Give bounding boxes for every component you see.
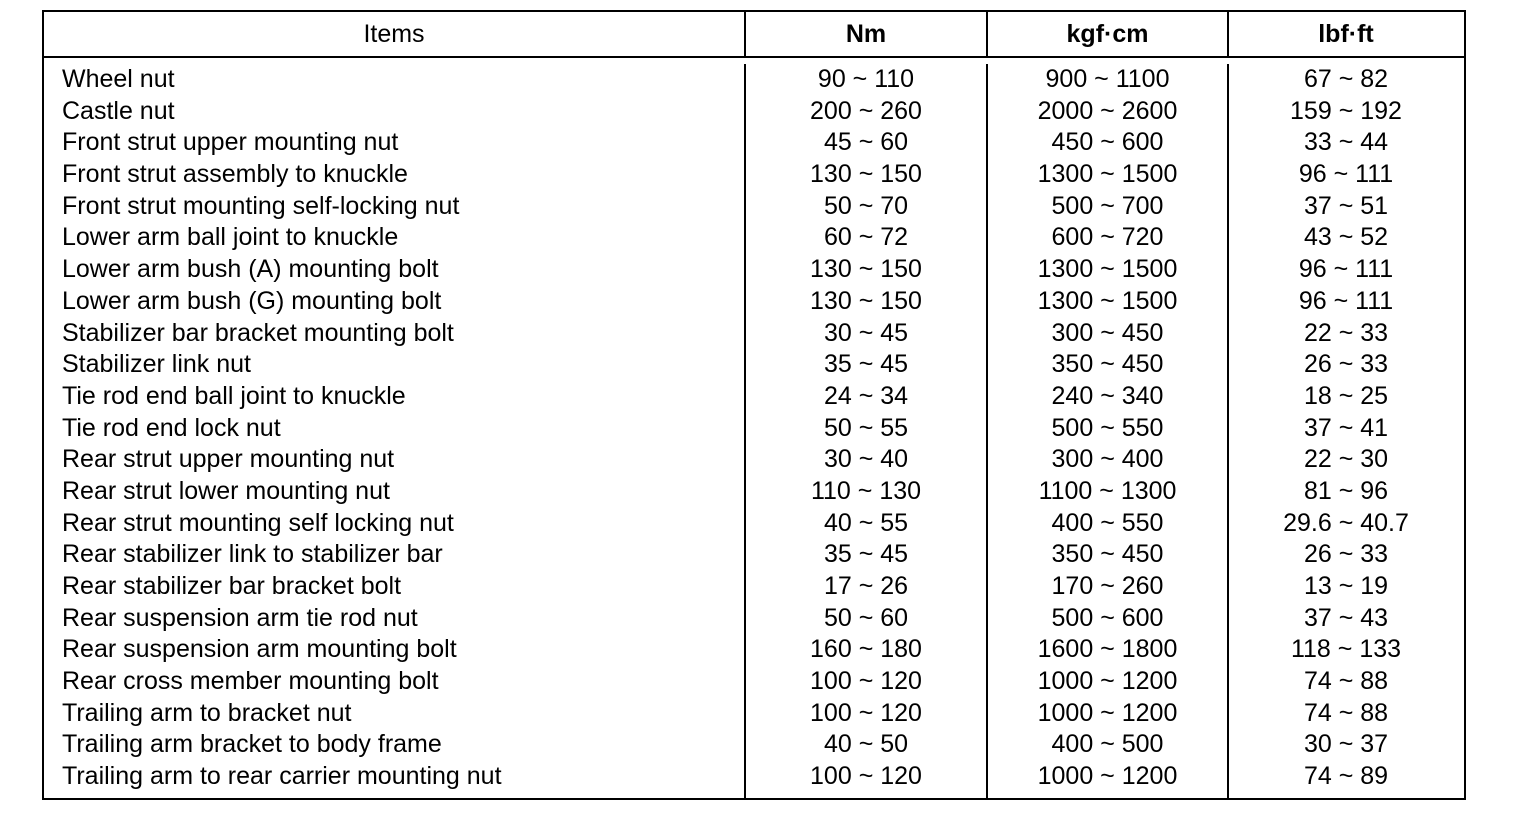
- item-name-cell: Lower arm ball joint to knuckle: [62, 223, 399, 252]
- kgf-cm-value-cell: 500 ~ 700: [1051, 191, 1164, 220]
- item-name-cell: Front strut assembly to knuckle: [62, 160, 408, 189]
- nm-value-cell: 40 ~ 50: [823, 730, 909, 759]
- kgf-cm-value-cell: 170 ~ 260: [1051, 572, 1164, 600]
- nm-value-cell: 50 ~ 60: [823, 603, 909, 632]
- lbf-ft-value-cell: 13 ~ 19: [1303, 572, 1389, 600]
- kgf-cm-value-cell: 400 ~ 500: [1051, 730, 1164, 759]
- kgf-cm-column: [986, 64, 1227, 798]
- header-items: Items: [363, 19, 425, 48]
- kgf-cm-value-cell: 350 ~ 450: [1051, 540, 1164, 569]
- kgf-cm-value-cell: 500 ~ 550: [1051, 413, 1164, 442]
- nm-value-cell: 40 ~ 55: [823, 508, 909, 537]
- lbf-ft-value-cell: 22 ~ 30: [1303, 445, 1389, 474]
- kgf-cm-value-cell: 1300 ~ 1500: [1037, 255, 1178, 284]
- item-name-cell: Rear cross member mounting bolt: [62, 667, 439, 696]
- lbf-ft-value-cell: 96 ~ 111: [1298, 255, 1394, 284]
- torque-spec-table: [42, 10, 1466, 800]
- header-lbf-ft: lbf·ft: [1227, 12, 1463, 56]
- nm-value-cell: 130 ~ 150: [810, 160, 922, 189]
- nm-value-cell: 200 ~ 260: [810, 96, 922, 125]
- lbf-ft-value-cell: 159 ~ 192: [1290, 96, 1402, 125]
- lbf-ft-value-cell: 26 ~ 33: [1303, 350, 1389, 379]
- table-header-row: [44, 12, 1464, 58]
- lbf-ft-value-cell: 67 ~ 82: [1303, 65, 1389, 93]
- lbf-ft-value-cell: 96 ~ 111: [1298, 160, 1394, 189]
- nm-value-cell: 45 ~ 60: [823, 128, 909, 157]
- item-name-cell: Castle nut: [62, 96, 175, 125]
- kgf-cm-value-cell: 350 ~ 450: [1051, 350, 1164, 379]
- item-name-cell: Tie rod end ball joint to knuckle: [62, 381, 406, 410]
- header-kgf-cm: kgf·cm: [986, 12, 1227, 56]
- item-name-cell: Rear strut mounting self locking nut: [62, 508, 454, 537]
- item-name-cell: Trailing arm to rear carrier mounting nut: [62, 762, 502, 791]
- nm-value-cell: 30 ~ 45: [823, 318, 909, 347]
- kgf-cm-value-cell: 500 ~ 600: [1051, 603, 1164, 632]
- item-name-cell: Lower arm bush (A) mounting bolt: [62, 255, 439, 284]
- item-name-cell: Lower arm bush (G) mounting bolt: [62, 286, 442, 315]
- nm-value-cell: 60 ~ 72: [823, 223, 909, 252]
- nm-value-cell: 50 ~ 70: [823, 191, 909, 220]
- item-name-cell: Rear suspension arm tie rod nut: [62, 603, 418, 632]
- item-name-cell: Wheel nut: [62, 65, 175, 93]
- item-name-cell: Trailing arm to bracket nut: [62, 698, 352, 727]
- kgf-cm-value-cell: 1100 ~ 1300: [1038, 476, 1177, 505]
- kgf-cm-value-cell: 2000 ~ 2600: [1037, 96, 1178, 125]
- table-body: [44, 58, 1464, 798]
- nm-value-cell: 90 ~ 110: [817, 65, 915, 93]
- item-name-cell: Front strut mounting self-locking nut: [62, 191, 460, 220]
- item-name-cell: Rear stabilizer bar bracket bolt: [62, 572, 402, 600]
- items-column: [44, 64, 744, 798]
- nm-value-cell: 100 ~ 120: [810, 762, 922, 791]
- item-name-cell: Trailing arm bracket to body frame: [62, 730, 442, 759]
- lbf-ft-value-cell: 74 ~ 89: [1303, 762, 1389, 791]
- lbf-ft-value-cell: 37 ~ 41: [1303, 413, 1389, 442]
- item-name-cell: Rear stabilizer link to stabilizer bar: [62, 540, 443, 569]
- item-name-cell: Front strut upper mounting nut: [62, 128, 399, 157]
- nm-value-cell: 160 ~ 180: [810, 635, 922, 664]
- item-name-cell: Stabilizer bar bracket mounting bolt: [62, 318, 454, 347]
- kgf-cm-value-cell: 240 ~ 340: [1051, 381, 1164, 410]
- nm-value-cell: 35 ~ 45: [823, 350, 909, 379]
- kgf-cm-value-cell: 300 ~ 400: [1051, 445, 1164, 474]
- lbf-ft-value-cell: 81 ~ 96: [1303, 476, 1389, 505]
- kgf-cm-value-cell: 450 ~ 600: [1051, 128, 1164, 157]
- lbf-ft-value-cell: 33 ~ 44: [1303, 128, 1389, 157]
- kgf-cm-value-cell: 600 ~ 720: [1051, 223, 1164, 252]
- lbf-ft-value-cell: 37 ~ 51: [1303, 191, 1389, 220]
- kgf-cm-value-cell: 1600 ~ 1800: [1037, 635, 1178, 664]
- nm-value-cell: 50 ~ 55: [823, 413, 909, 442]
- nm-value-cell: 110 ~ 130: [810, 476, 922, 505]
- lbf-ft-value-cell: 18 ~ 25: [1303, 381, 1389, 410]
- nm-value-cell: 24 ~ 34: [823, 381, 909, 410]
- lbf-ft-value-cell: 96 ~ 111: [1298, 286, 1394, 315]
- nm-value-cell: 17 ~ 26: [823, 572, 909, 600]
- item-name-cell: Stabilizer link nut: [62, 350, 251, 379]
- lbf-ft-value-cell: 30 ~ 37: [1303, 730, 1389, 759]
- lbf-ft-value-cell: 118 ~ 133: [1290, 635, 1402, 664]
- kgf-cm-value-cell: 1300 ~ 1500: [1037, 286, 1178, 315]
- kgf-cm-value-cell: 1000 ~ 1200: [1037, 762, 1178, 791]
- nm-value-cell: 130 ~ 150: [810, 286, 922, 315]
- nm-value-cell: 100 ~ 120: [810, 667, 922, 696]
- kgf-cm-value-cell: 1000 ~ 1200: [1037, 667, 1178, 696]
- item-name-cell: Rear strut upper mounting nut: [62, 445, 395, 474]
- lbf-ft-value-cell: 37 ~ 43: [1303, 603, 1389, 632]
- lbf-ft-value-cell: 29.6 ~ 40.7: [1283, 508, 1409, 537]
- kgf-cm-value-cell: 900 ~ 1100: [1045, 65, 1170, 93]
- lbf-ft-value-cell: 22 ~ 33: [1303, 318, 1389, 347]
- nm-value-cell: 130 ~ 150: [810, 255, 922, 284]
- kgf-cm-value-cell: 300 ~ 450: [1051, 318, 1164, 347]
- kgf-cm-value-cell: 1300 ~ 1500: [1037, 160, 1178, 189]
- kgf-cm-value-cell: 400 ~ 550: [1051, 508, 1164, 537]
- nm-value-cell: 100 ~ 120: [810, 698, 922, 727]
- kgf-cm-value-cell: 1000 ~ 1200: [1037, 698, 1178, 727]
- lbf-ft-column: [1227, 64, 1463, 798]
- header-nm: Nm: [744, 12, 986, 56]
- item-name-cell: Tie rod end lock nut: [62, 413, 281, 442]
- lbf-ft-value-cell: 43 ~ 52: [1303, 223, 1389, 252]
- lbf-ft-value-cell: 74 ~ 88: [1303, 698, 1389, 727]
- lbf-ft-value-cell: 74 ~ 88: [1303, 667, 1389, 696]
- nm-value-cell: 35 ~ 45: [823, 540, 909, 569]
- item-name-cell: Rear suspension arm mounting bolt: [62, 635, 457, 664]
- nm-column: [744, 64, 986, 798]
- nm-value-cell: 30 ~ 40: [823, 445, 909, 474]
- lbf-ft-value-cell: 26 ~ 33: [1303, 540, 1389, 569]
- item-name-cell: Rear strut lower mounting nut: [62, 476, 390, 505]
